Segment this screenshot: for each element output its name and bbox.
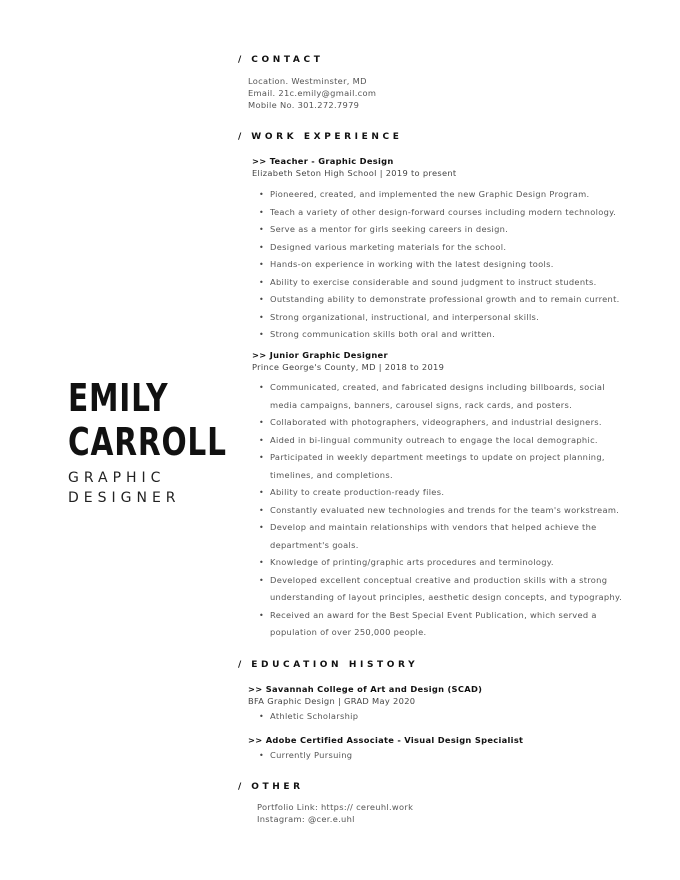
other-block — [257, 801, 413, 825]
list-item-line: • Received an award for the Best Special Event Publication, which served a — [270, 609, 597, 620]
other-heading — [238, 782, 304, 792]
work-heading-label: WORK EXPERIENCE — [251, 132, 403, 142]
contact-mobile: Mobile No. 301.272.7979 — [248, 100, 360, 110]
list-item: • Currently Pursuing — [252, 747, 523, 765]
portfolio-link: Portfolio Link: https:// cereuhl.work — [257, 802, 414, 812]
list-item-line: • Developed excellent conceptual creative and production skills with a strong — [270, 574, 608, 585]
list-item-line: understanding of layout principles, aesthetic design concepts, and typography. — [270, 592, 623, 602]
job-2-subtitle: Prince George's County, MD | 2018 to 2019 — [252, 362, 445, 372]
other-heading-label: OTHER — [251, 782, 304, 792]
list-item — [252, 607, 622, 642]
work-heading — [238, 132, 402, 142]
list-item: • Outstanding ability to demonstrate professional growth and to remain current. — [252, 291, 620, 309]
contact-email: Email. 21c.emily@gmail.com — [248, 88, 377, 98]
list-item: • Serve as a mentor for girls seeking careers in design. — [252, 221, 620, 239]
section-slash: / — [238, 782, 242, 792]
education-heading-label: EDUCATION HISTORY — [251, 660, 419, 670]
list-item: • Constantly evaluated new technologies and trends for the team's workstream. — [252, 502, 622, 520]
contact-heading-label: CONTACT — [251, 55, 324, 65]
last-name: CARROLL — [68, 420, 227, 464]
list-item: • Teach a variety of other design-forward courses including modern technology. — [252, 204, 620, 222]
job-title-line-1: GRAPHIC — [68, 470, 166, 486]
job-1-subtitle: Elizabeth Seton High School | 2019 to present — [252, 168, 457, 178]
list-item: • Collaborated with photographers, videographers, and industrial designers. — [252, 414, 622, 432]
job-title-line-2: DESIGNER — [68, 490, 181, 506]
list-item-line: media campaigns, banners, carousel signs, rack cards, and posters. — [270, 399, 573, 410]
education-1-bullets — [248, 708, 482, 726]
list-item: • Strong communication skills both oral and written. — [252, 326, 620, 344]
list-item-line: population of over 250,000 people. — [270, 627, 427, 637]
list-item-line: • Develop and maintain relationships with vendors that helped achieve the — [270, 522, 597, 532]
list-item-line: • Participated in weekly department meetings to update on project planning, — [270, 452, 605, 462]
list-item: • Ability to exercise considerable and sound judgment to instruct students. — [252, 274, 620, 292]
instagram-handle: Instagram: @cer.e.uhl — [257, 814, 355, 824]
list-item: • Knowledge of printing/graphic arts procedures and terminology. — [252, 554, 622, 572]
education-heading — [238, 660, 418, 670]
education-1-title: >> Savannah College of Art and Design (SCAD) — [248, 684, 483, 694]
list-item: • Athletic Scholarship — [252, 708, 482, 726]
job-1-bullets — [252, 186, 620, 344]
name-block — [68, 376, 272, 508]
list-item: • Ability to create production-ready files. — [252, 484, 622, 502]
job-1-title: >> Teacher - Graphic Design — [252, 156, 394, 166]
list-item: • Designed various marketing materials for the school. — [252, 239, 620, 257]
job-1 — [252, 155, 620, 344]
contact-location: Location. Westminster, MD — [248, 76, 367, 86]
list-item: • Pioneered, created, and implemented the new Graphic Design Program. — [252, 186, 620, 204]
education-1-subtitle: BFA Graphic Design | GRAD May 2020 — [248, 696, 416, 706]
first-name: EMILY — [68, 376, 169, 420]
section-slash: / — [238, 660, 242, 670]
contact-heading — [238, 55, 323, 65]
job-2 — [252, 349, 622, 642]
list-item-line: timelines, and completions. — [270, 469, 393, 480]
education-2-title: >> Adobe Certified Associate - Visual Design Specialist — [248, 735, 524, 745]
education-2-bullets — [248, 747, 523, 765]
section-slash: / — [238, 132, 242, 142]
list-item — [252, 449, 622, 484]
list-item: • Hands-on experience in working with the latest designing tools. — [252, 256, 620, 274]
contact-block — [248, 75, 376, 111]
job-2-title: >> Junior Graphic Designer — [252, 350, 388, 360]
list-item-line: • Communicated, created, and fabricated designs including billboards, social — [270, 382, 605, 392]
list-item-line: department's goals. — [270, 539, 359, 550]
list-item: • Aided in bi-lingual community outreach to engage the local demographic. — [252, 432, 622, 450]
list-item — [252, 379, 622, 414]
list-item — [252, 519, 622, 554]
education-2 — [248, 734, 523, 765]
job-2-bullets — [252, 379, 622, 642]
list-item: • Strong organizational, instructional, and interpersonal skills. — [252, 309, 620, 327]
section-slash: / — [238, 55, 242, 65]
list-item — [252, 572, 622, 607]
education-1 — [248, 683, 482, 726]
